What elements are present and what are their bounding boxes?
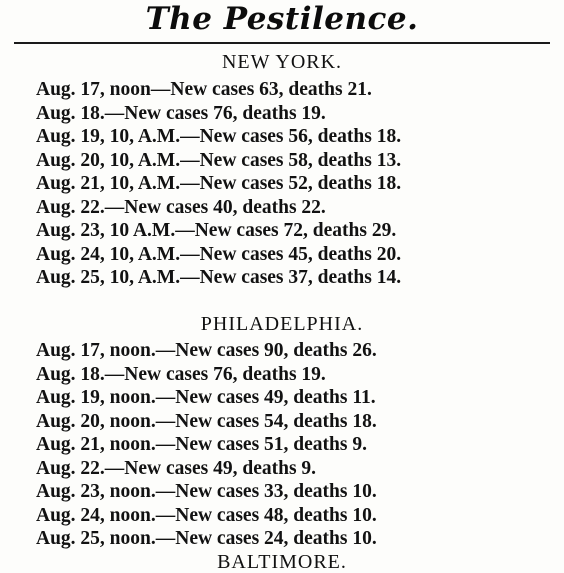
list-item: Aug. 24, 10, A.M.—New cases 45, deaths 20. xyxy=(36,243,402,265)
list-item: Aug. 25, noon.—New cases 24, deaths 10. xyxy=(36,528,377,549)
list-item: Aug. 23, 10 A.M.—New cases 72, deaths 29. xyxy=(36,220,397,241)
list-item: Aug. 19, 10, A.M.—New cases 56, deaths 18. xyxy=(36,126,402,147)
list-item: Aug. 18.—New cases 76, deaths 19. xyxy=(36,363,326,385)
list-item: Aug. 21, noon.—New cases 51, deaths 9. xyxy=(36,434,367,455)
list-item: Aug. 23, noon.—New cases 33, deaths 10. xyxy=(36,481,377,502)
section-heading-baltimore: BALTIMORE. xyxy=(217,551,347,573)
philadelphia-entries xyxy=(36,339,536,551)
list-item: Aug. 21, 10, A.M.—New cases 52, deaths 18. xyxy=(36,173,402,194)
list-item: Aug. 19, noon.—New cases 49, deaths 11. xyxy=(36,387,376,408)
cutoff-section-heading xyxy=(0,551,564,573)
new-york-entries xyxy=(36,78,536,290)
list-item: Aug. 20, noon.—New cases 54, deaths 18. xyxy=(36,410,377,432)
list-item: Aug. 24, noon.—New cases 48, deaths 10. xyxy=(36,504,377,526)
list-item: Aug. 20, 10, A.M.—New cases 58, deaths 13. xyxy=(36,149,402,171)
list-item: Aug. 17, noon.—New cases 90, deaths 26. xyxy=(36,340,377,361)
title-rule xyxy=(14,42,550,44)
list-item: Aug. 25, 10, A.M.—New cases 37, deaths 14. xyxy=(36,267,402,288)
article-title: The Pestilence. xyxy=(145,1,419,37)
list-item: Aug. 22.—New cases 49, deaths 9. xyxy=(36,457,317,479)
list-item: Aug. 22.—New cases 40, deaths 22. xyxy=(36,196,326,218)
section-heading-philadelphia: PHILADELPHIA. xyxy=(200,313,364,335)
section-heading-new-york: NEW YORK. xyxy=(221,51,343,73)
list-item: Aug. 17, noon—New cases 63, deaths 21. xyxy=(36,79,372,100)
list-item: Aug. 18.—New cases 76, deaths 19. xyxy=(36,102,326,124)
